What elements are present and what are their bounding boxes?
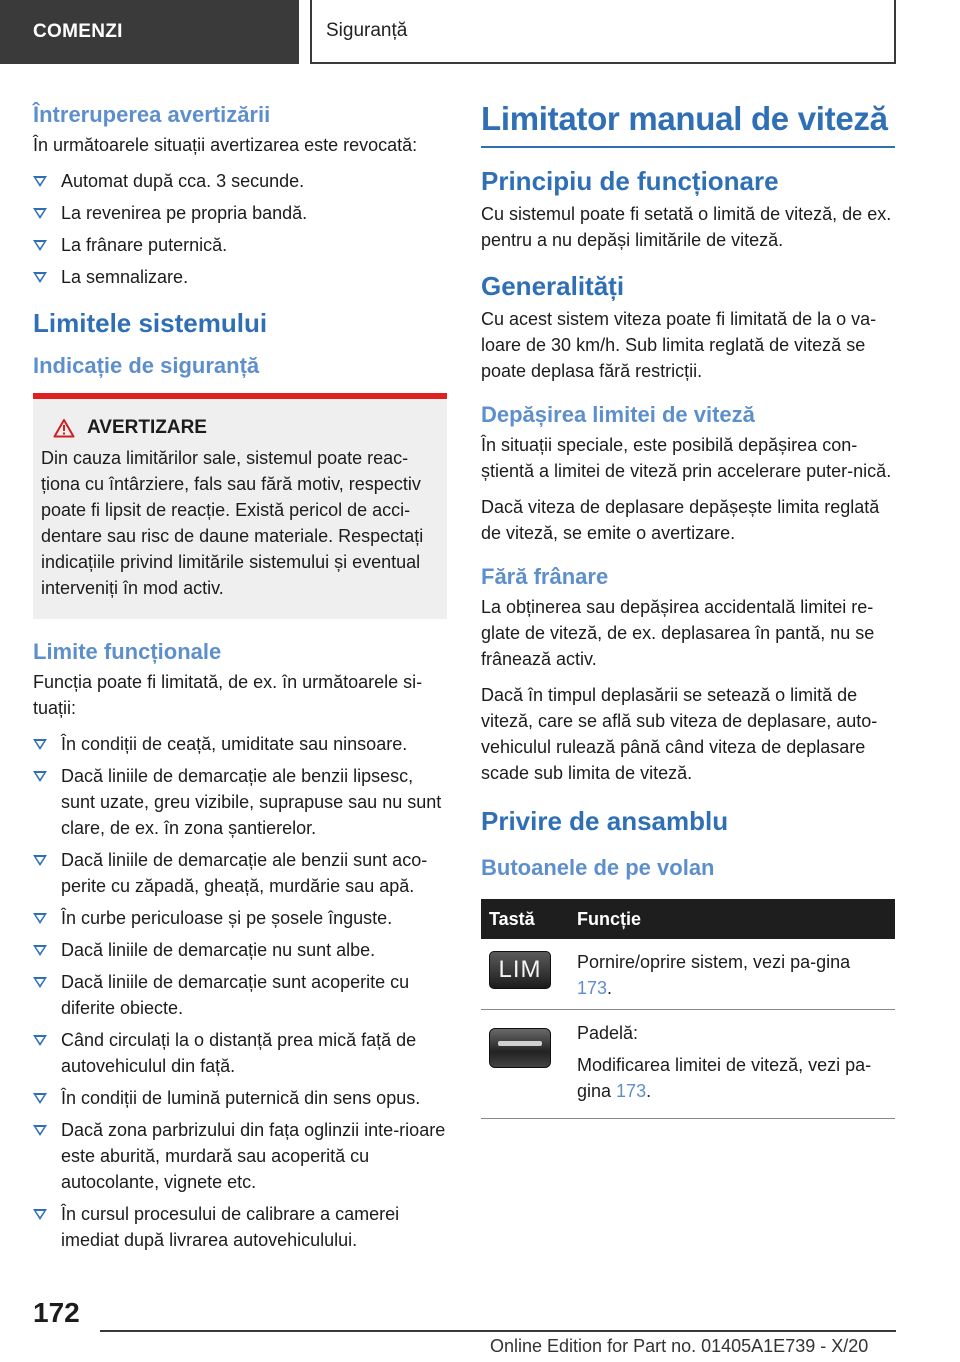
lim-button-text: LIM — [498, 956, 542, 983]
list-item — [33, 1027, 447, 1079]
buttons-table — [481, 899, 895, 1119]
table-row — [481, 1010, 895, 1119]
list-item-text: La frânare puternică. — [61, 235, 228, 255]
paragraph-exceed-2: Dacă viteza de deplasare depășește limita reglată de viteză, se emite o avertizare. — [481, 497, 880, 543]
bullet-triangle-icon — [33, 855, 47, 866]
bullet-triangle-icon — [33, 739, 47, 750]
bullet-triangle-icon — [33, 945, 47, 956]
row2-text2: Modificarea limitei de viteză, vezi pa-gina — [577, 1055, 872, 1101]
right-column — [481, 100, 895, 1119]
bullet-triangle-icon — [33, 1125, 47, 1136]
bullet-triangle-icon — [33, 913, 47, 924]
bullet-triangle-icon — [33, 272, 47, 283]
row2-text1: Padelă: — [577, 1023, 639, 1043]
list-item — [33, 905, 447, 931]
list-item — [33, 264, 447, 290]
list-item-text: În cursul procesului de calibrare a camerei imediat după livrarea autovehiculului. — [61, 1204, 400, 1250]
table-header-key: Tastă — [481, 899, 569, 939]
list-item — [33, 232, 447, 258]
list-item — [33, 168, 447, 194]
paragraph-exceed-1: În situații speciale, este posibilă depășirea con-știentă a limitei de viteză prin accelerare puter-nică. — [481, 435, 892, 481]
bullet-triangle-icon — [33, 1209, 47, 1220]
left-column — [33, 100, 447, 1259]
warning-title — [41, 417, 433, 439]
row1-text: Pornire/oprire sistem, vezi pa-gina — [577, 952, 851, 972]
heading-functional-limits: Limite funcționale — [33, 639, 222, 664]
functional-limits-list — [33, 731, 447, 1253]
heading-system-limits: Limitele sistemului — [33, 308, 268, 338]
page-title: Limitator manual de viteză — [481, 100, 888, 137]
paragraph-principle: Cu sistemul poate fi setată o limită de viteză, de ex. pentru a nu depăși limitările de viteză. — [481, 204, 892, 250]
bullet-triangle-icon — [33, 176, 47, 187]
list-item — [33, 969, 447, 1021]
list-item — [33, 763, 447, 841]
page-number: 172 — [33, 1297, 80, 1328]
list-item-text: Dacă zona parbrizului din fața oglinzii inte-rioare este aburită, murdară sau acoperită cu autocolante, vignete etc. — [61, 1120, 446, 1192]
table-cell-function — [569, 939, 895, 1010]
warning-triangle-icon — [53, 418, 75, 438]
table-header-function: Funcție — [569, 899, 895, 939]
header-chapter — [310, 0, 896, 64]
warning-box — [33, 393, 447, 619]
paragraph-no-braking-2: Dacă în timpul deplasării se setează o limită de viteză, care se află sub viteza de deplasare, auto-vehiculul rulează până când viteza de deplasare scade sub limita de viteză. — [481, 685, 878, 783]
list-item — [33, 1117, 447, 1195]
list-item-text: Când circulați la o distanță prea mică față de autovehiculul din față. — [61, 1030, 417, 1076]
list-item — [33, 200, 447, 226]
page-link[interactable]: 173 — [577, 978, 608, 998]
bullet-triangle-icon — [33, 208, 47, 219]
list-item — [33, 847, 447, 899]
list-item-text: În condiții de lumină puternică din sens opus. — [61, 1088, 421, 1108]
paragraph-general: Cu acest sistem viteza poate fi limitată de la o va-loare de 30 km/h. Sub limita reglată de viteză se poate deplasa fără restricții. — [481, 309, 877, 381]
list-item — [33, 731, 447, 757]
title-divider — [481, 146, 895, 148]
footer-divider — [100, 1330, 896, 1332]
paragraph-functional-limits: Funcția poate fi limitată, de ex. în următoarele si-tuații: — [33, 672, 423, 718]
bullet-triangle-icon — [33, 240, 47, 251]
warning-title-text: AVERTIZARE — [87, 417, 207, 438]
header-section — [0, 0, 299, 64]
warning-text: Din cauza limitărilor sale, sistemul poate reac-ționa cu întârziere, fals sau fără motiv, respectiv poate fi lipsit de reacție. Există pericol de acci-dentare sau risc de daune materiale. Respectați indicațiile privind limitările sistemului și eventual interveniți în mod activ. — [41, 448, 424, 598]
heading-safety-note: Indicație de siguranță — [33, 353, 260, 378]
table-row — [481, 939, 895, 1010]
paragraph-no-braking-1: La obținerea sau depășirea accidentală limitei re-glate de viteză, de ex. deplasarea în pantă, nu se frânează activ. — [481, 597, 875, 669]
footer-edition: Online Edition for Part no. 01405A1E739 - X/20 — [490, 1336, 869, 1356]
bullet-triangle-icon — [33, 1035, 47, 1046]
list-item-text: Dacă liniile de demarcație sunt acoperite cu diferite obiecte. — [61, 972, 410, 1018]
list-item — [33, 1201, 447, 1253]
list-item-text: La revenirea pe propria bandă. — [61, 203, 308, 223]
heading-overview: Privire de ansamblu — [481, 806, 729, 836]
table-cell-function — [569, 1010, 895, 1119]
list-item-text: Dacă liniile de demarcație nu sunt albe. — [61, 940, 376, 960]
header-chapter-label: Siguranță — [326, 20, 408, 41]
list-item-text: Dacă liniile de demarcație ale benzii lipsesc, sunt uzate, greu vizibile, suprapuse sau nu sunt clare, de ex. în zona șantierelor. — [61, 766, 442, 838]
table-cell-key — [481, 939, 569, 1010]
paddle-icon — [489, 1028, 551, 1068]
heading-deactivation: Întreruperea avertizării — [33, 102, 271, 127]
list-item-text: În curbe periculoase și pe șosele înguste. — [61, 908, 393, 928]
heading-exceed-limit: Depășirea limitei de viteză — [481, 402, 755, 427]
list-item-text: Dacă liniile de demarcație ale benzii sunt aco-perite cu zăpadă, gheață, murdărie sau apă. — [61, 850, 428, 896]
page-link[interactable]: 173 — [616, 1081, 647, 1101]
bullet-triangle-icon — [33, 771, 47, 782]
list-item — [33, 937, 447, 963]
heading-general: Generalități — [481, 271, 625, 301]
bullet-triangle-icon — [33, 1093, 47, 1104]
table-header-row — [481, 899, 895, 939]
list-item — [33, 1085, 447, 1111]
heading-principle: Principiu de funcționare — [481, 166, 779, 196]
list-item-text: Automat după cca. 3 secunde. — [61, 171, 305, 191]
table-cell-key — [481, 1010, 569, 1119]
heading-steering-buttons: Butoanele de pe volan — [481, 855, 715, 880]
list-item-text: La semnalizare. — [61, 267, 189, 287]
deactivation-list — [33, 168, 447, 290]
header-section-label: COMENZI — [33, 21, 123, 42]
bullet-triangle-icon — [33, 977, 47, 988]
row1-end: . — [607, 978, 613, 998]
lim-button-icon — [489, 951, 551, 989]
list-item-text: În condiții de ceață, umiditate sau ninsoare. — [61, 734, 408, 754]
row2-end: . — [646, 1081, 652, 1101]
paragraph-deactivation: În următoarele situații avertizarea este revocată: — [33, 135, 418, 155]
heading-no-braking: Fără frânare — [481, 564, 609, 589]
